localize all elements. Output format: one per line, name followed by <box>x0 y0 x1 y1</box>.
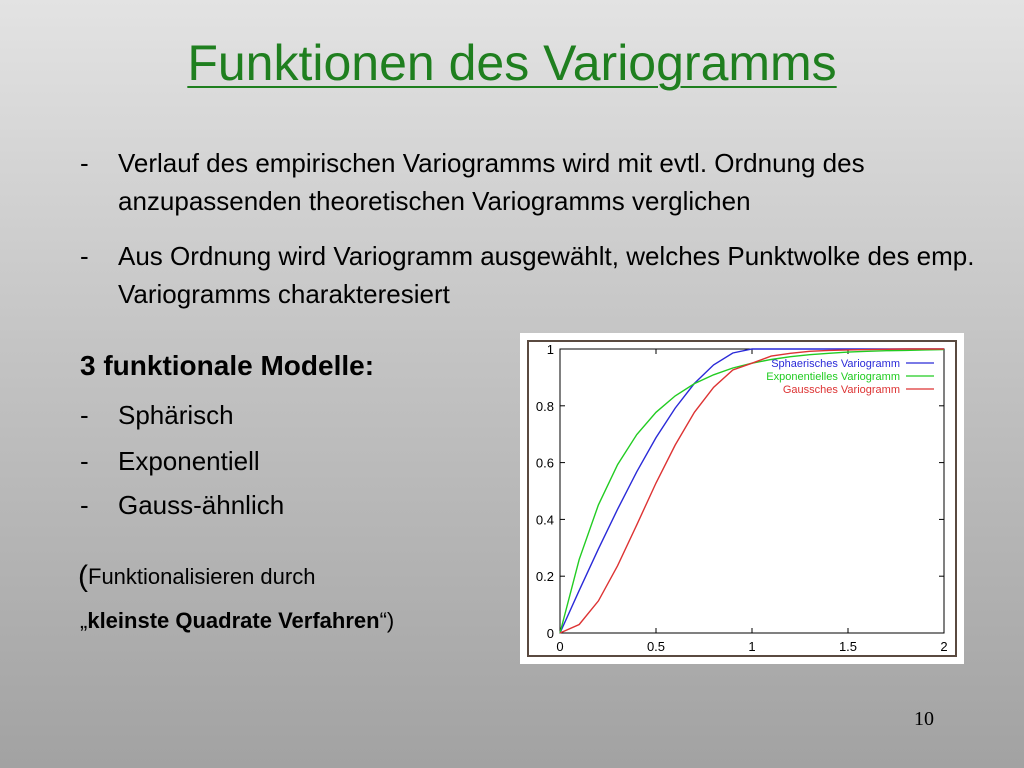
note-line-1 <box>78 560 315 594</box>
model-item-exponential <box>80 446 260 477</box>
note-line-2 <box>80 608 394 634</box>
x-tick-label: 2 <box>940 639 948 654</box>
note-text: Funktionalisieren durch <box>88 564 316 589</box>
legend-label: Sphaerisches Variogramm <box>771 358 900 370</box>
model-item-gaussian <box>80 490 284 521</box>
page-number: 10 <box>914 708 934 730</box>
variogram-chart-svg <box>520 333 964 664</box>
y-tick-label: 0.2 <box>535 569 554 585</box>
y-tick-label: 0.8 <box>535 398 554 414</box>
note-open-paren: ( <box>78 560 88 593</box>
y-tick-label: 0.6 <box>535 455 554 471</box>
bullet-text: Aus Ordnung wird Variogramm ausgewählt, welches Punktwolke des emp. Variogramms charakteresiert <box>118 241 975 309</box>
note-quote-close: “) <box>379 608 395 633</box>
legend-label: Gaussches Variogramm <box>782 384 900 396</box>
bullet-item <box>80 144 980 220</box>
y-tick-label: 0.4 <box>535 512 554 528</box>
model-item-spherical <box>80 400 234 431</box>
slide-title: Funktionen des Variogramms <box>187 35 837 91</box>
y-tick-label: 0 <box>546 626 554 641</box>
models-heading: 3 funktionale Modelle: <box>80 350 375 381</box>
legend-label: Exponentielles Variogramm <box>766 371 900 383</box>
model-dash: - <box>80 400 89 430</box>
y-tick-label: 1 <box>546 342 554 357</box>
model-label: Gauss-ähnlich <box>118 490 285 520</box>
note-quote-open: „ <box>80 608 88 633</box>
model-dash: - <box>80 446 89 476</box>
x-tick-label: 0.5 <box>646 639 666 654</box>
model-dash: - <box>80 490 89 520</box>
variogram-chart <box>520 333 964 664</box>
bullet-dash: - <box>80 148 89 178</box>
x-tick-label: 0 <box>556 639 564 654</box>
model-label: Exponentiell <box>118 446 260 476</box>
x-tick-label: 1 <box>748 639 756 654</box>
note-bold-term: kleinste Quadrate Verfahren <box>87 608 380 633</box>
bullet-text: Verlauf des empirischen Variogramms wird mit evtl. Ordnung des anzupassenden theoretischen Variogramms verglichen <box>118 148 865 216</box>
model-label: Sphärisch <box>118 400 234 430</box>
bullet-dash: - <box>80 241 89 271</box>
x-tick-label: 1.5 <box>838 639 858 654</box>
bullet-item <box>80 237 980 313</box>
